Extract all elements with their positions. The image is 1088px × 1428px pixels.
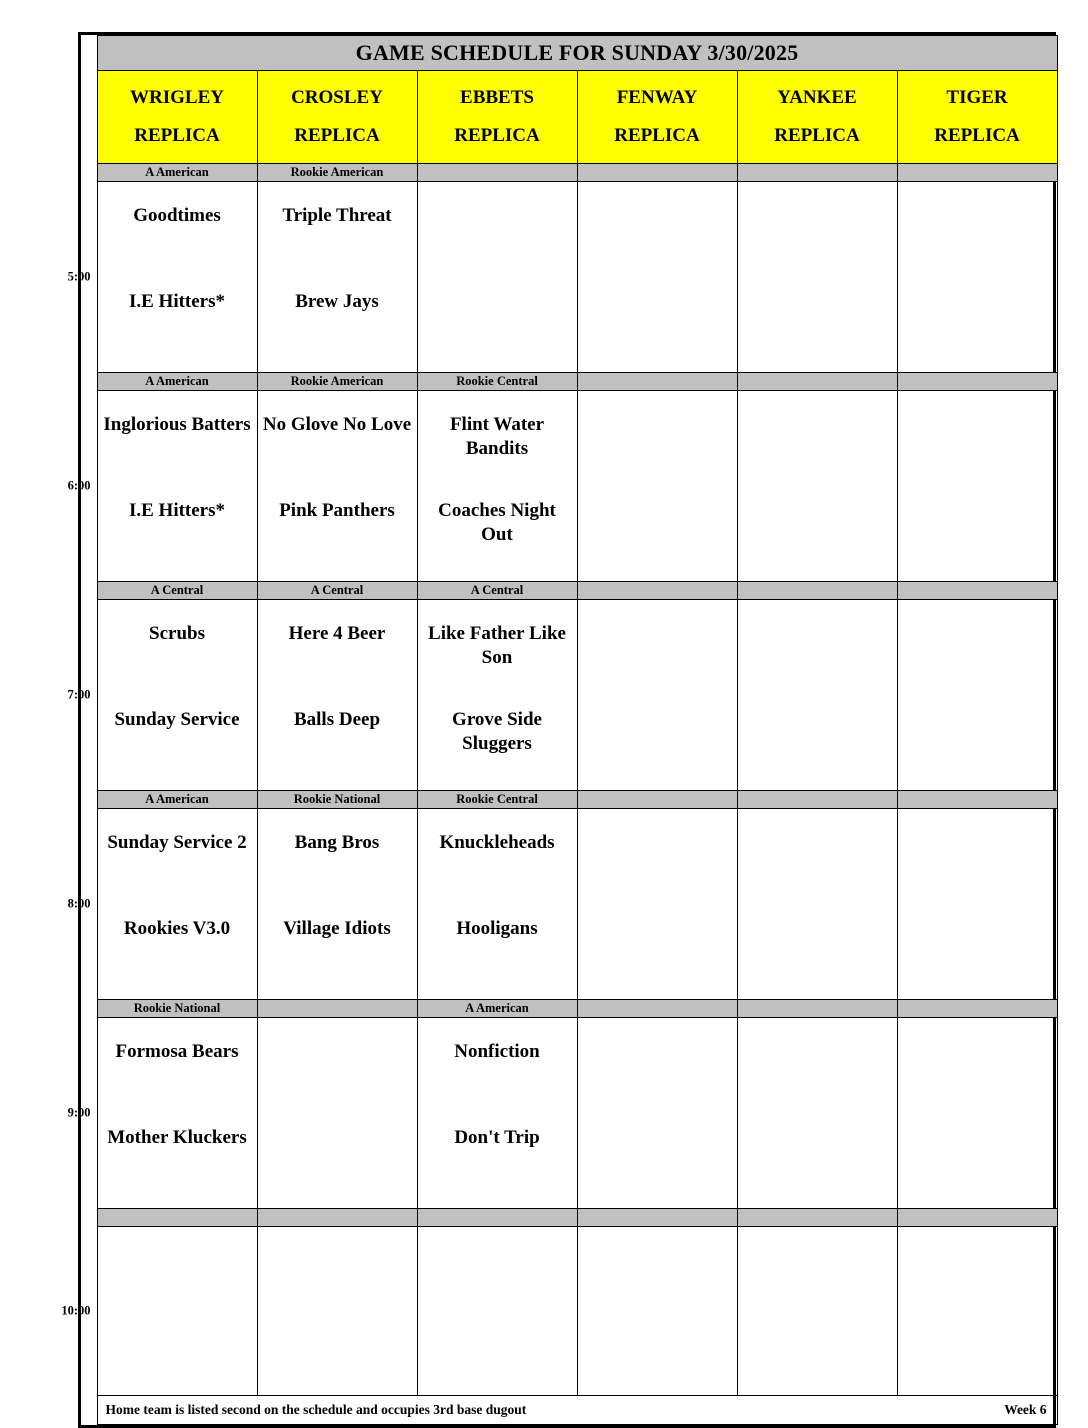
field-header-line2: REPLICA (294, 125, 380, 146)
home-team: Mother Kluckers (107, 1127, 247, 1148)
time-gutter (81, 1396, 97, 1425)
time-gutter (81, 373, 97, 391)
division-label (737, 582, 897, 600)
division-label: A Central (257, 582, 417, 600)
home-team: I.E Hitters* (128, 291, 226, 312)
game-cell (737, 182, 897, 373)
game-cell (737, 391, 897, 582)
field-header-line2: REPLICA (134, 125, 220, 146)
away-team: Like Father Like Son (428, 623, 566, 668)
game-cell (897, 1227, 1057, 1396)
field-header-line2: REPLICA (774, 125, 860, 146)
game-cell (897, 1018, 1057, 1209)
time-gutter (81, 1000, 97, 1018)
division-label (257, 1209, 417, 1227)
schedule-row-500 (81, 182, 1057, 373)
time-gutter (67, 600, 97, 791)
away-team: Bang Bros (294, 832, 380, 853)
away-team: Inglorious Batters (103, 414, 251, 435)
footer-week: Week 6 (1004, 1402, 1047, 1417)
division-label (417, 1209, 577, 1227)
time-gutter (81, 36, 97, 71)
home-team: Brew Jays (295, 291, 379, 312)
time-label: 5:00 (67, 269, 91, 284)
division-label (897, 1209, 1057, 1227)
game-cell (737, 809, 897, 1000)
page-title: GAME SCHEDULE FOR SUNDAY 3/30/2025 (97, 36, 1057, 71)
time-gutter (67, 809, 97, 1000)
game-cell (257, 1018, 417, 1209)
division-label (737, 1209, 897, 1227)
division-label: Rookie Central (417, 373, 577, 391)
division-label: Rookie Central (417, 791, 577, 809)
game-cell (897, 600, 1057, 791)
field-header-line1: CROSLEY (291, 87, 383, 108)
game-cell (577, 600, 737, 791)
game-cell (97, 600, 257, 791)
home-team: Sunday Service (114, 709, 240, 730)
game-cell (97, 182, 257, 373)
time-label: 6:00 (67, 478, 91, 493)
away-team: Knuckleheads (439, 832, 555, 853)
game-cell (897, 809, 1057, 1000)
home-team: Grove Side Sluggers (452, 709, 542, 754)
away-team: No Glove No Love (262, 414, 412, 435)
schedule-row-800 (81, 809, 1057, 1000)
field-header-wrigley (97, 71, 257, 164)
time-label: 10:00 (61, 1303, 91, 1318)
away-team: Triple Threat (282, 205, 392, 226)
division-row-700 (81, 582, 1057, 600)
time-gutter (81, 791, 97, 809)
field-header-tiger (897, 71, 1057, 164)
game-cell (577, 182, 737, 373)
game-cell (97, 1018, 257, 1209)
game-cell (257, 391, 417, 582)
game-cell (97, 809, 257, 1000)
home-team: Village Idiots (283, 918, 391, 939)
division-label: Rookie National (257, 791, 417, 809)
game-cell (257, 1227, 417, 1396)
division-label (577, 1209, 737, 1227)
schedule-row-600 (81, 391, 1057, 582)
game-cell (577, 391, 737, 582)
field-header-line1: FENWAY (616, 87, 698, 108)
away-team: Sunday Service 2 (107, 832, 247, 853)
away-team: Formosa Bears (115, 1041, 239, 1062)
game-cell (417, 391, 577, 582)
division-label (577, 1000, 737, 1018)
game-cell (417, 1227, 577, 1396)
time-gutter (67, 1018, 97, 1209)
home-team: Don't Trip (454, 1127, 540, 1148)
field-header-line2: REPLICA (614, 125, 700, 146)
home-team: Hooligans (456, 918, 538, 939)
footer-note: Home team is listed second on the schedule and occupies 3rd base dugout (105, 1402, 527, 1417)
away-team: Here 4 Beer (288, 623, 386, 644)
field-header-line2: REPLICA (934, 125, 1020, 146)
division-label (577, 791, 737, 809)
division-label (737, 1000, 897, 1018)
field-header-yankee (737, 71, 897, 164)
home-team: I.E Hitters* (128, 500, 226, 521)
field-header-line2: REPLICA (454, 125, 540, 146)
division-label (737, 373, 897, 391)
division-label (897, 1000, 1057, 1018)
field-header-ebbets (417, 71, 577, 164)
game-cell (897, 391, 1057, 582)
away-team: Goodtimes (133, 205, 221, 226)
division-row-900 (81, 1000, 1057, 1018)
field-header-crosley (257, 71, 417, 164)
schedule-row-700 (81, 600, 1057, 791)
time-gutter (67, 182, 97, 373)
game-cell (417, 809, 577, 1000)
division-label (897, 582, 1057, 600)
away-team: Nonfiction (454, 1041, 540, 1062)
away-team: Scrubs (149, 623, 205, 644)
division-label (417, 164, 577, 182)
field-header-fenway (577, 71, 737, 164)
time-label: 7:00 (67, 687, 91, 702)
field-header-line1: WRIGLEY (130, 87, 224, 108)
home-team: Balls Deep (293, 709, 381, 730)
division-label (897, 373, 1057, 391)
game-cell (257, 809, 417, 1000)
division-label (737, 791, 897, 809)
game-cell (417, 1018, 577, 1209)
schedule-table (61, 35, 1058, 1425)
division-label: A American (417, 1000, 577, 1018)
field-header-line1: YANKEE (777, 87, 857, 108)
game-cell (577, 1018, 737, 1209)
time-label: 9:00 (67, 1105, 91, 1120)
division-label: Rookie American (257, 164, 417, 182)
game-cell (417, 600, 577, 791)
time-label: 8:00 (67, 896, 91, 911)
division-label: Rookie American (257, 373, 417, 391)
division-label (897, 164, 1057, 182)
schedule-row-1000 (81, 1227, 1057, 1396)
game-cell (577, 1227, 737, 1396)
division-label (577, 164, 737, 182)
schedule-row-900 (81, 1018, 1057, 1209)
division-row-1000 (81, 1209, 1057, 1227)
time-gutter (81, 164, 97, 182)
division-row-800 (81, 791, 1057, 809)
game-cell (417, 182, 577, 373)
division-label: A American (97, 164, 257, 182)
division-label (577, 373, 737, 391)
home-team: Coaches Night Out (438, 500, 556, 545)
division-row-600 (81, 373, 1057, 391)
field-header-line1: EBBETS (460, 87, 534, 108)
division-label: A Central (97, 582, 257, 600)
game-cell (257, 600, 417, 791)
time-gutter (67, 391, 97, 582)
time-gutter (81, 1209, 97, 1227)
footer (97, 1396, 1057, 1425)
time-gutter (81, 582, 97, 600)
home-team: Pink Panthers (279, 500, 395, 521)
footer-row (81, 1396, 1057, 1425)
game-cell (737, 1227, 897, 1396)
game-cell (577, 809, 737, 1000)
game-cell (97, 1227, 257, 1396)
game-cell (737, 1018, 897, 1209)
field-header-line1: TIGER (946, 87, 1008, 108)
game-cell (737, 600, 897, 791)
field-header-row (81, 71, 1057, 164)
division-row-500 (81, 164, 1057, 182)
division-label: A American (97, 373, 257, 391)
division-label (97, 1209, 257, 1227)
division-label: A American (97, 791, 257, 809)
time-gutter (81, 71, 97, 164)
title-row (81, 36, 1057, 71)
division-label (737, 164, 897, 182)
game-cell (97, 391, 257, 582)
division-label (257, 1000, 417, 1018)
time-gutter (61, 1227, 97, 1396)
division-label: Rookie National (97, 1000, 257, 1018)
division-label (577, 582, 737, 600)
away-team: Flint Water Bandits (449, 414, 545, 459)
home-team: Rookies V3.0 (123, 918, 231, 939)
game-cell (257, 182, 417, 373)
division-label: A Central (417, 582, 577, 600)
game-cell (897, 182, 1057, 373)
schedule-sheet (61, 32, 1056, 1428)
division-label (897, 791, 1057, 809)
